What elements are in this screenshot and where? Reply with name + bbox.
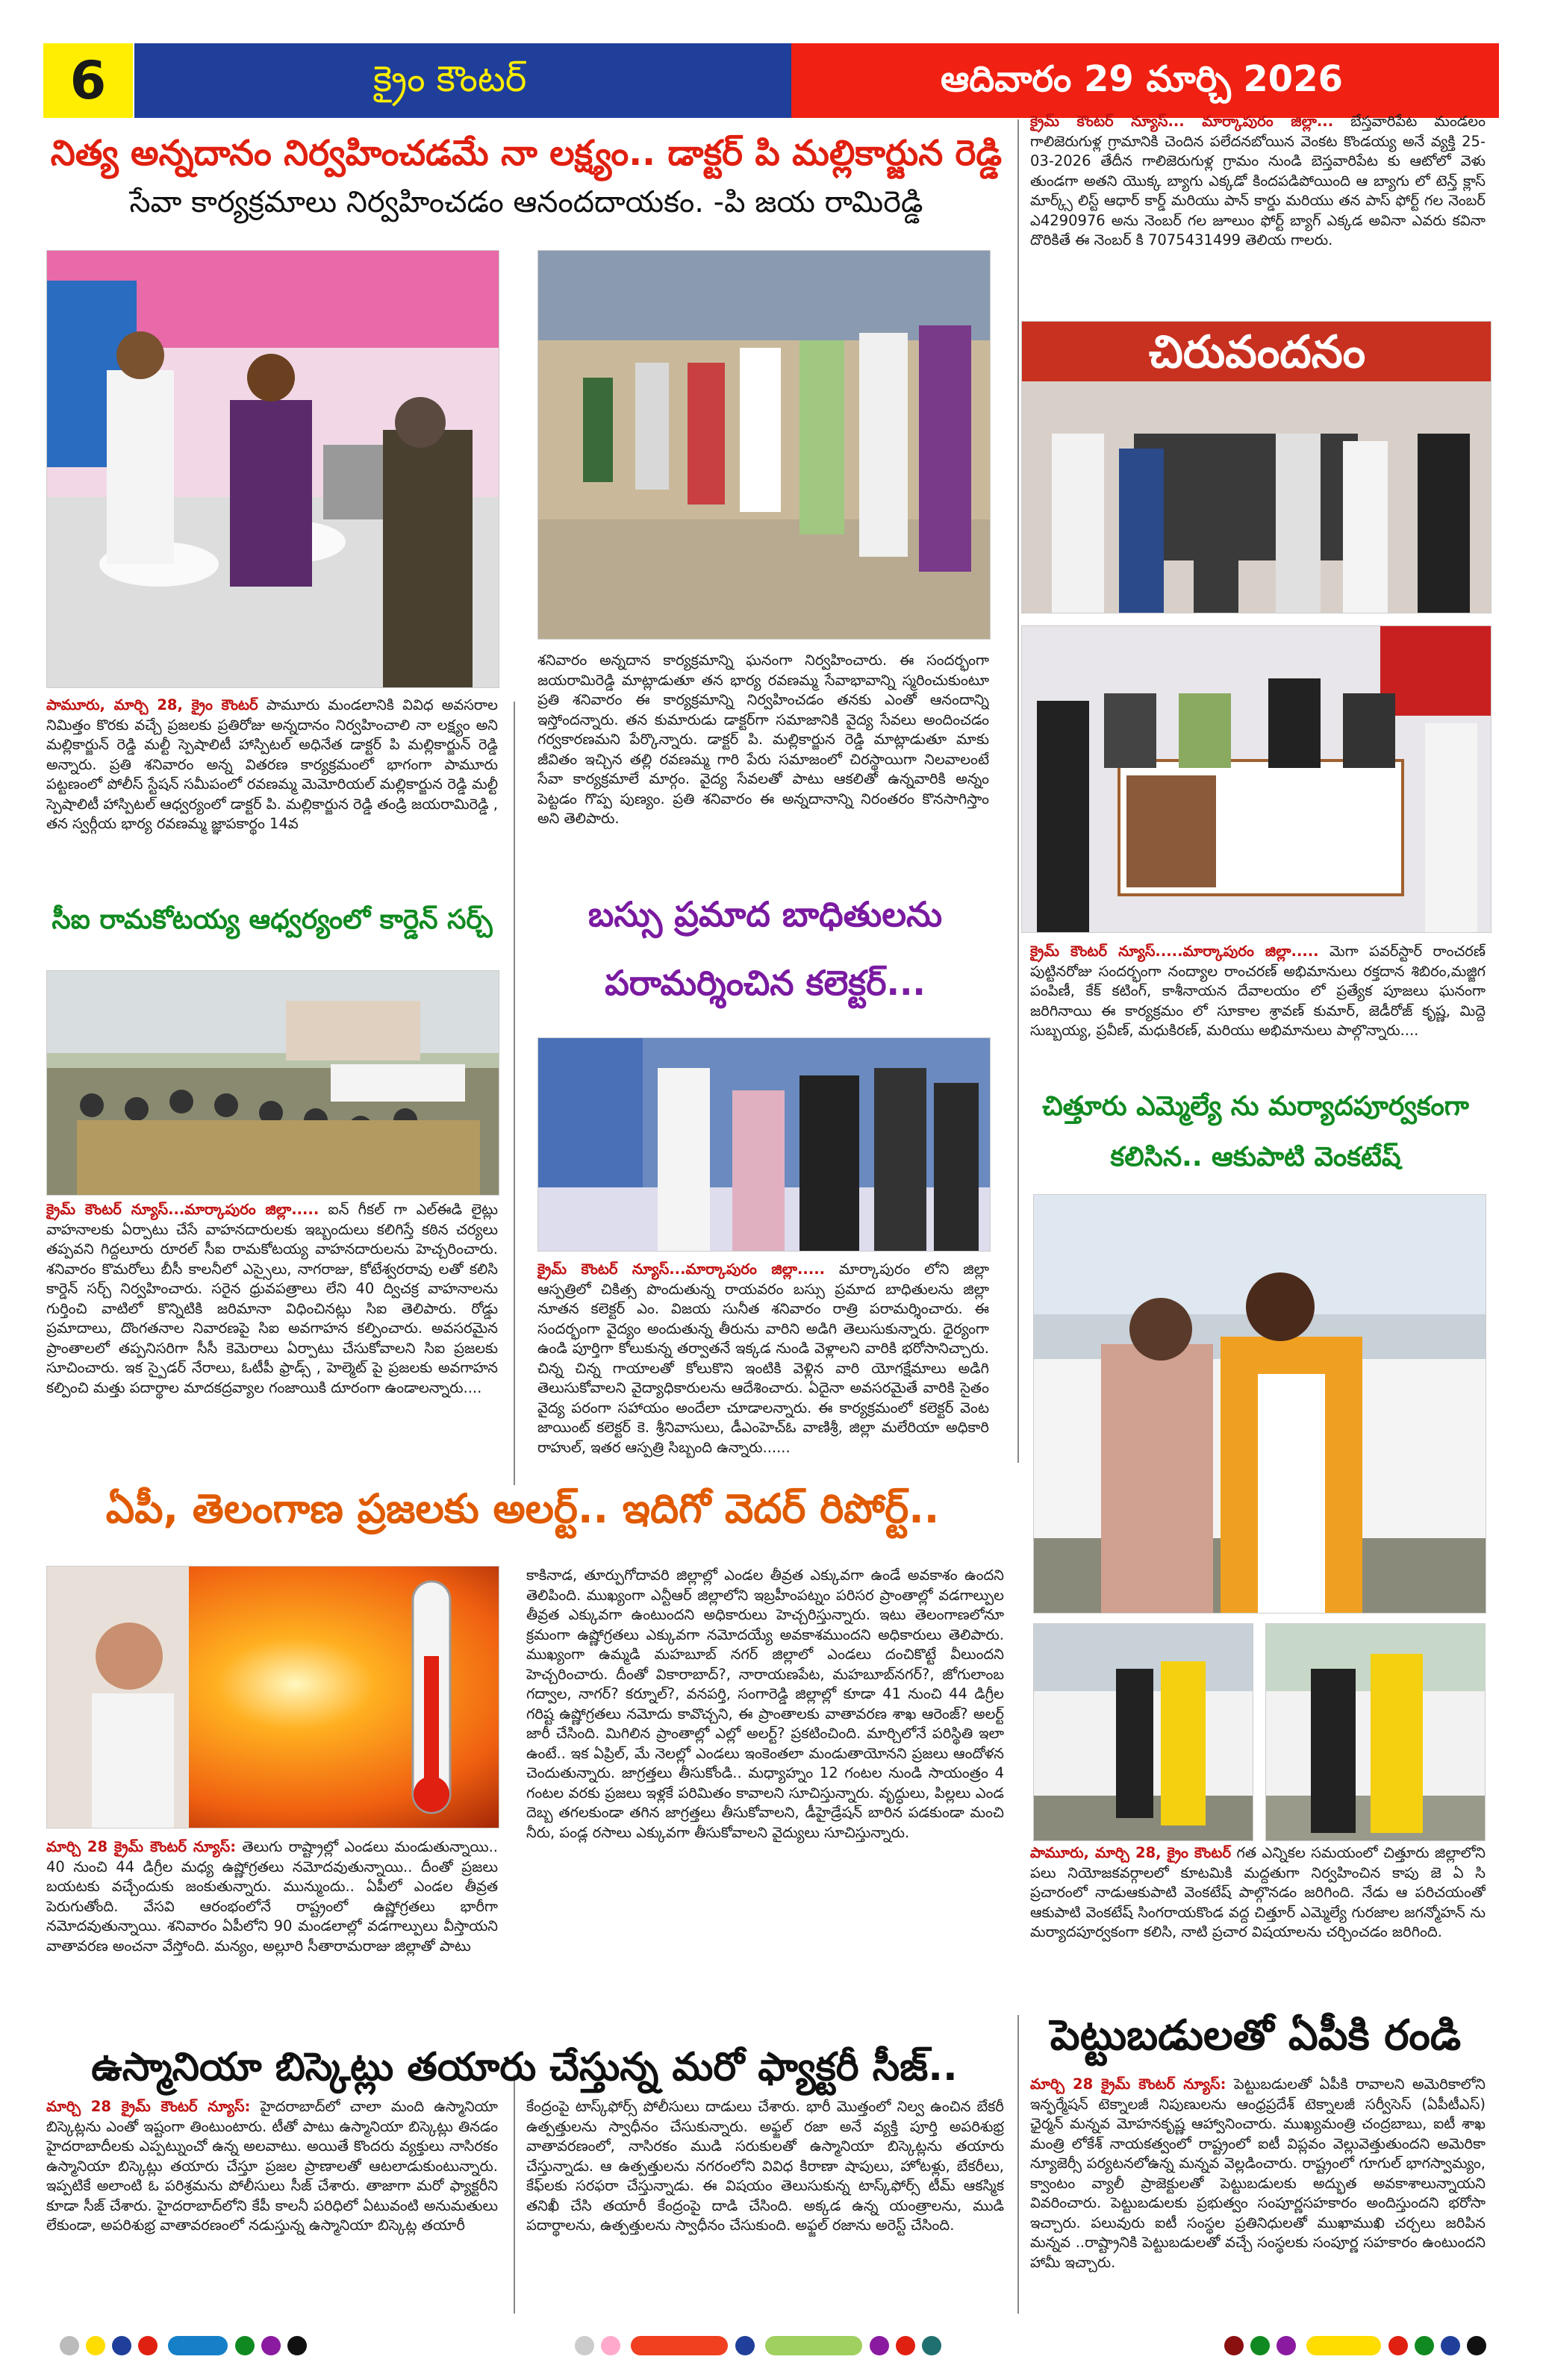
footer-dot [575, 2336, 594, 2355]
footer-dot [86, 2336, 105, 2355]
footer-dot [1415, 2336, 1434, 2355]
footer-bar [1306, 2336, 1381, 2355]
story1-dateline: పామూరు, మార్చి 28, క్రైం కౌంటర్ [46, 696, 258, 713]
footer-dot [1388, 2336, 1408, 2355]
story6-body [1030, 1843, 1486, 1993]
story3-text: మార్కాపురం లోని జిల్లా ఆస్పత్రిలో చికిత్స పొందుతున్న రాయవరం బస్సు ప్రమాద బాధితులను జిల్లా నూతన కలెక్టర్ ఎం. విజయ సునీత శనివారం రాత్రి పరామర్శించారు. ఈ సందర్భంగా వైద్యం అందుతున్న తీరును వారిని అడిగి తెలుసుకున్నారు. ధైర్యంగా ఉండి పూర్తిగా కోలుకున్న తర్వాతనే ఇక్కడ నుండి వెళ్లాలని వారికి భరోసానిచ్చారు. చిన్న చిన్న గాయాలతో కోలుకొని ఇంటికి వెళ్లిన వారి యోగక్షేమాలు అడిగి తెలుసుకోవాలని వైద్యాధికారులను ఆదేశించారు. ఏదైనా అవసరమైతే వారికి సైతం వైద్య పరంగా సహాయం అందేలా చూడాలన్నారు. ఈ కార్యక్రమంలో కలెక్టర్ వెంట జాయింట్ కలెక్టర్ కె. శ్రీనివాసులు, డీఎంహెచ్‌ఓ వాణిశ్రీ, జిల్లా మలేరియా అధికారి రాహుల్, ఇతర ఆస్పత్రి సిబ్బంది ఉన్నారు...... [537, 1261, 989, 1456]
footer-dot [922, 2336, 941, 2355]
footer-dot [261, 2336, 281, 2355]
footer-bar [765, 2336, 862, 2355]
story7-text-col1: తెలుగు రాష్ట్రాల్లో ఎండలు మండుతున్నాయి.. 40 నుంచి 44 డిగ్రీల మధ్య ఉష్ణోగ్రతలు నమోదవుతున్నాయి.. దీంతో ప్రజలు బయటకు వచ్చేందుకు జంకుతున్నారు. మున్ముందు.. ఏపీలో ఎండల తీవ్రత పెరుగుతోంది. వేసవి ఆరంభంలోనే రాష్ట్రంలో ఉష్ణోగ్రతలు భారీగా నమోదవుతున్నాయి. శనివారం ఏపీలోని 90 మండలాల్లో వడగాల్పులు వీస్తాయని వాతావరణ అంచనా వేస్తోంది. మన్యం, అల్లూరి సీతారామరాజు జిల్లాతో పాటు [46, 1838, 498, 1955]
annadanam-queue-photo [537, 250, 991, 640]
story3-headline-line1: బస్సు ప్రమాద బాధితులను [587, 894, 943, 934]
story7-body-col2: కాకినాడ, తూర్పుగోదావరి జిల్లాల్లో ఎండల తీవ్రత ఎక్కువగా ఉండే అవకాశం ఉందని తెలిపింది. ముఖ్యంగా ఎన్టీఆర్ జిల్లాలోని ఇబ్రహీంపట్నం పరిసర ప్రాంతాల్లో వడగాల్పుల తీవ్రత ఎక్కువగా ఉంటుందని అధికారులు హెచ్చరిస్తున్నారు. ఇటు తెలంగాణలోనూ క్రమంగా ఉష్ణోగ్రతలు ఎక్కువగా నమోదయ్యే అవకాశముందని అధికారులు తెలిపారు. ముఖ్యంగా ఉమ్మడి మహబూబ్ నగర్ జిల్లాలో ఎండలు దంచికొట్టే వీలుందని హెచ్చరించారు. దీంతో వికారాబాద్?, నారాయణపేట, మహబూబ్‌నగర్?, జోగులాంబ గద్వాల, నాగర్? కర్నూల్?, వనపర్తి, సంగారెడ్డి జిల్లాల్లో కూడా 41 నుంచి 44 డిగ్రీల గరిష్ట ఉష్ణోగ్రతలు నమోదు కావొచ్చని, ఈ ప్రాంతాలకు వాతావరణ శాఖ ఆరెంజ్? అలర్ట్ జారీ చేసింది. మిగిలిన ప్రాంతాల్లో ఎల్లో అలర్ట్? ప్రకటించింది. మార్చిలోనే పరిస్థితి ఇలా ఉంటే.. ఇక ఏప్రిల్, మే నెలల్లో ఎండలు ఇంకెంతలా మండుతాయోనని ప్రజలు ఆందోళన చెందుతున్నారు. జాగ్రత్తలు తీసుకోండి.. మధ్యాహ్నం 12 గంటల నుండి సాయంత్రం 4 గంటల వరకు ప్రజలు ఇళ్లకే పరిమితం కావాలని సూచిస్తున్నారు. వృద్ధులు, పిల్లలు ఎండ దెబ్బ తగలకుండా తగిన జాగ్రత్తలు తీసుకోవాలని, డీహైడ్రేషన్ బారిన పడకుండా మంచి నీరు, పండ్ల రసాలు ఎక్కువగా తీసుకోవాలని వైద్యులు సూచిస్తున్నారు. [526, 1567, 1004, 1841]
annadanam-photo-1 [46, 250, 499, 688]
story2-body [46, 1200, 498, 1476]
story4-body [1030, 112, 1486, 302]
story8-text-col1: హైదరాబాద్‌లో చాలా మంది ఉస్మానియా బిస్కెట్లను ఎంతో ఇష్టంగా తింటుంటారు. టీతో పాటు ఉస్మానియా బిస్కెట్లు తినడం హైదరాబాదీలకు ఎప్పట్నుంచో ఉన్న అలవాటు. అయితే కొందరు వ్యక్తులు నాసిరకం ఉస్మానియా బిస్కెట్లు తయారు చేస్తూ ప్రజల ప్రాణాలతో ఆటలాడుకుంటున్నారు. ఇప్పటికే అలాంటి ఓ పరిశ్రమను పోలీసులు సీజ్ చేశారు. తాజాగా మరో ఫ్యాక్టరీని కూడా సీజ్ చేశారు. హైదరాబాద్‌లోని కేపీ కాలనీ పరిధిలో ఏటువంటి అనుమతులు లేకుండా, అపరిశుభ్ర వాతావరణంలో నడుస్తున్న ఉస్మానియా బిస్కెట్ల తయారీ [46, 2098, 498, 2234]
story8-body-col2: కేంద్రంపై టాస్క్‌ఫోర్స్ పోలీసులు దాడులు చేశారు. భారీ మొత్తంలో నిల్వ ఉంచిన బేకరీ ఉత్పత్తులను స్వాధీనం చేసుకున్నారు. అఫ్జల్ రజా అనే వ్యక్తి పూర్తి అపరిశుభ్ర వాతావరణంలో, నాసిరకం ముడి సరుకులతో ఉస్మానియా బిస్కెట్లను తయారు చేస్తున్నాడు. ఆ ఉత్పత్తులను నగరంలోని వివిధ కిరాణా షాపులు, హోటళ్లు, బేకరీలు, కేఫ్‌లకు సరఫరా చేస్తున్నాడు. ఈ విషయం తెలుసుకున్న టాస్క్‌ఫోర్స్ టీమ్ ఆకస్మిక తనిఖీ చేసి తయారీ కేంద్రంపై దాడి చేసింది. అక్కడ ఉన్న యంత్రాలను, ముడి పదార్థాలను, ఉత్పత్తులను స్వాధీనం చేసుకుంది. అఫ్జల్ రజాను అరెస్ట్ చేసింది. [526, 2098, 1004, 2234]
story9-dateline: మార్చి 28 క్రైమ్ కౌంటర్ న్యూస్: [1030, 2076, 1226, 2093]
story5-body [1030, 942, 1486, 1069]
story9-headline: పెట్టుబడులతో ఏపీకి రండి [1050, 2011, 1462, 2060]
weather-heat-photo [46, 1566, 499, 1828]
story7-dateline: మార్చి 28 క్రైమ్ కౌంటర్ న్యూస్: [46, 1838, 237, 1855]
story6-dateline: పామూరు, మార్చి 28, క్రైం కౌంటర్ [1030, 1844, 1232, 1861]
story1-body-col1 [46, 696, 498, 875]
column-divider [514, 702, 515, 1485]
footer-dot [287, 2336, 307, 2355]
story4-text: బేస్తవారిపేట మండలం గాలిజెరుగుళ్ల గ్రామానికి చెందిన పలేదనబోయిన వెంకట కొండయ్య అనే వ్యక్తి 25-03-2026 తేదీన గాలిజెరుగుళ్ల గ్రామం నుండి బెస్తవారిపేట కు ఆటోలో వెళు తుండగా అతని యొక్క బ్యాగు ఎక్కడో కిందపడిపోయింది ఆ బ్యాగు లో టెన్త్ క్లాస్ మార్క్స్ లిస్ట్ ఆధార్ కార్డ్ మరియు పాన్ కార్డు మరియు తన పాస్ ఫోర్ట్ గల నెంబర్ ఎ4290976 అను నెంబర్ గల జూలుం ఫోర్ట్ బ్యాగ్ ఎక్కడ అవినా ఎవరు కవినా దొరికితే ఈ నెంబర్ కి 7075431499 తెలియ గాలరు. [1030, 113, 1486, 249]
footer-bar [631, 2336, 728, 2355]
footer-dot [896, 2336, 915, 2355]
story6-headline-line1: చిత్తూరు ఎమ్మెల్యే ను మర్యాదపూర్వకంగా [1042, 1091, 1469, 1122]
collector-hospital-photo [537, 1037, 991, 1252]
footer-dot [735, 2336, 755, 2355]
issue-date: ఆదివారం 29 మార్చి 2026 [941, 58, 1344, 100]
footer-dot [1467, 2336, 1486, 2355]
story6-text: గత ఎన్నికల సమయంలో చిత్తూరు జిల్లాలోని పలు నియోజకవర్గాలలో కూటమికి మద్దతుగా నిర్వహించిన కాపు జె ఏ సి ప్రచారంలో నాడుఆకుపాటి వెంకటేష్ పాల్గొనడం జరిగింది. నేడు ఆ పరిచయంతో ఆకుపాటి వెంకటేష్ సింగరాయకొండ వద్ద చిత్తూర్ ఎమ్మెల్యే గురజాల జగన్మోహన్ ను మర్యాదపూర్వకంగా కలిసి, నాటి ప్రచార విషయాలను చర్చించడం జరిగింది. [1030, 1844, 1486, 1940]
story4-dateline: క్రైమ్ కౌంటర్ న్యూస్... మార్కాపురం జిల్లా... [1030, 113, 1334, 130]
story9-text: పెట్టుబడులతో ఏపీకి రావాలని అమెరికాలోని ఇన్ఫర్మేషన్ టెక్నాలజీ నిపుణులను ఆంధ్రప్రదేశ్ టెక్నాలజీ సర్వీసెస్ (ఏపీటీఎస్) ఛైర్మన్ మన్నవ మోహనకృష్ణ ఆహ్వానించారు. ముఖ్యమంత్రి చంద్రబాబు, ఐటీ శాఖ మంత్రి లోకేశ్ నాయకత్వంలో రాష్ట్రంలో ఐటీ విప్లవం వెల్లువెత్తుతుందని అమెరికా న్యూజెర్సీ పర్యటనలోఉన్న మన్నవ వెల్లడించారు. రాష్ట్రంలో గూగుల్ భాగస్వామ్యం, క్వాంటం వ్యాలీ ప్రాజెక్టులతో పెట్టుబడులకు అద్భుత అవకాశాలున్నాయని వివరించారు. పెట్టుబడులకు ప్రభుత్వం సంపూర్ణసహకారం అందిస్తుందని భరోసా ఇచ్చారు. పలువురు ఐటీ సంస్థల ప్రతినిధులతో ముఖాముఖి చర్చలు జరిపిన మన్నవ ..రాష్ట్రానికి పెట్టుబడులతో వచ్చే సంస్థలకు సంపూర్ణ సహకారం ఉంటుందని హామీ ఇచ్చారు. [1030, 2076, 1486, 2271]
story7-headline: ఏపీ, తెలంగాణ ప్రజలకు అలర్ట్.. ఇదిగో వెదర్ రిపోర్ట్.. [105, 1485, 940, 1532]
story1-headline: నిత్య అన్నదానం నిర్వహించడమే నా లక్ష్యం.. డాక్టర్ పి మల్లికార్జున రెడ్డి [50, 133, 1003, 174]
footer-dot [1441, 2336, 1460, 2355]
mla-meeting-photo-main [1033, 1194, 1486, 1614]
masthead-title-bar [134, 43, 791, 118]
masthead-date-bar [791, 43, 1499, 118]
page-number: 6 [43, 43, 133, 118]
story3-dateline: క్రైమ్ కౌంటర్ న్యూస్...మార్కాపురం జిల్లా..... [537, 1261, 826, 1278]
footer-dot [601, 2336, 620, 2355]
column-divider [1017, 2015, 1019, 2314]
birthday-group-photo-2 [1021, 625, 1491, 933]
story1-text-col1: పామూరు మండలానికి వివిధ అవసరాల నిమిత్తం కొరకు వచ్చే ప్రజలకు ప్రతిరోజు అన్నదానం నిర్వహించాలి నా లక్ష్యం అని మల్లికార్జున్ రెడ్డి మల్టీ స్పెషాలిటీ హాస్పిటల్ అధినేత డాక్టర్ పి మల్లికార్జున్ రెడ్డి అన్నారు. ప్రతి శనివారం అన్న వితరణ కార్యక్రమంలో భాగంగా పామూరు పట్టణంలో పోలీస్ స్టేషన్ సమీపంలో రవణమ్మ మెమోరియల్ మల్లికార్జున రెడ్డి మల్టీ స్పెషాలిటీ హాస్పిటల్ ఆధ్వర్యంలో డాక్టర్ పి. మల్లికార్జున రెడ్డి తండ్రి జయరామిరెడ్డి , తన స్వర్గీయ భార్య రవణమ్మ జ్ఞాపకార్థం 14వ [46, 696, 498, 832]
paper-name: క్రైం కౌంటర్ [373, 58, 527, 100]
footer-dot [1277, 2336, 1296, 2355]
footer-dot [1250, 2336, 1270, 2355]
story5-dateline: క్రైమ్ కౌంటర్ న్యూస్.....మార్కాపురం జిల్లా..... [1030, 943, 1319, 960]
story2-dateline: క్రైమ్ కౌంటర్ న్యూస్...మార్కాపురం జిల్లా..... [46, 1201, 319, 1218]
footer-dot [138, 2336, 158, 2355]
story2-text: ఐన్ గీకల్ గా ఎల్‌ఈడి లైట్లు వాహనాలకు ఏర్పాటు చేసే వాహనదారులకు ఇబ్బందులు కలిగిస్తే కఠిన చర్యలు తప్పవని గిద్దలూరు రూరల్ సీఐ రామకోటయ్య వాహనదారులను హెచ్చరించారు. శనివారం కొమరోలు బీసీ కాలనీలో ఎస్సైలు, నాగరాజు, కోటేశ్వరరావు లతో కలిసి కార్డెన్ సర్చ్ నిర్వహించారు. సరైన ధ్రువపత్రాలు లేని 40 ద్విచక్ర వాహనాలను గుర్తించి వాటిలో కొన్నిటికి జరిమానా విధించినట్లు సిఐ తెలిపారు. రోడ్డు ప్రమాదాలు, దొంగతనాల నివారణపై సిఐ అవగాహన కల్పించారు. అవసరమైన ప్రాంతాలలో తప్పనిసరిగా సీసీ కెమెరాలు ఏర్పాటు చేసుకోవాలని సిఐ ప్రజలకు సూచించారు. ఇక స్పైడర్ నేరాలు, ఓటీపీ ఫ్రాడ్స్ , హెల్మెట్ పై ప్రజలకు అవగాహన కల్పించి మత్తు పదార్థాల మాదకద్రవ్యాల గంజాయికి దూరంగా ఉండాలన్నారు.... [46, 1201, 498, 1396]
banner-text: చిరువందనం [1148, 326, 1366, 378]
footer-dot [870, 2336, 889, 2355]
footer-dot [60, 2336, 79, 2355]
footer-bar [168, 2336, 228, 2355]
story6-headline-line2: కలిసిన.. ఆకుపాటి వెంకటేష్ [1110, 1142, 1401, 1172]
story8-dateline: మార్చి 28 క్రైమ్ కౌంటర్ న్యూస్: [46, 2098, 251, 2115]
footer-dot [112, 2336, 131, 2355]
footer-dot [1224, 2336, 1244, 2355]
story9-body [1030, 2075, 1486, 2321]
story3-headline-line2: పరామర్శించిన కలెక్టర్... [605, 963, 926, 1003]
story5-text: మెగా పవర్‌స్టార్ రాంచరణ్ పుట్టినరోజు సందర్భంగా నంద్యాల రాంచరణ్ అభిమానులు రక్తదాన శిబిరం,మజ్జిగ పంపిణీ, కేక్ కటింగ్, కాశీనాయన దేవాలయం లో ప్రత్యేక పూజలు ఘనంగా జరిగినాయి ఈ కార్యక్రమం లో సూకాల శ్రావణ్ కుమార్, జెడీరోజ్ కృష్ణ, మిద్దె సుబ్బయ్య, ప్రవీణ్, మధుకిరణ్, మరియు అభిమానులు పాల్గొన్నారు.... [1030, 943, 1486, 1039]
mla-meeting-photo-3 [1265, 1623, 1486, 1841]
story8-headline: ఉస్మానియా బిస్కెట్లు తయారు చేస్తున్న మరో ఫ్యాక్టరీ సీజ్.. [91, 2045, 958, 2090]
column-divider [1017, 119, 1019, 1463]
footer-dot [235, 2336, 255, 2355]
story1-body-col2: శనివారం అన్నదాన కార్యక్రమాన్ని ఘనంగా నిర్వహించారు. ఈ సందర్భంగా జయరామిరెడ్డి మాట్లాడుతూ తన భార్య రవణమ్మ సేవాభావాన్ని స్మరించుకుంటూ ప్రతి శనివారం ఈ కార్యక్రమాన్ని నిర్వహించడం తనకు ఎంతో ఆనందాన్ని ఇస్తోందన్నారు. తన కుమారుడు డాక్టర్‌గా సమాజానికి వైద్య సేవలు అందించడం గర్వకారణమని పేర్కొన్నారు. డాక్టర్ పి. మల్లికార్జున రెడ్డి మాట్లాడుతూ మాకు జీవితం ఇచ్చిన తల్లి రవణమ్మ గారి పేరు సమాజంలో చిరస్థాయిగా నిలవాలంటే సేవా కార్యక్రమాలే మార్గం. వైద్య సేవలతో పాటు ఆకలితో ఉన్నవారికి అన్నం పెట్టడం గొప్ప పుణ్యం. ప్రతి శనివారం ఈ అన్నదానాన్ని నిరంతరం కొనసాగిస్తాం అని తెలిపారు. [537, 652, 989, 827]
story8-body-col1 [46, 2097, 498, 2321]
story1-subheadline: సేవా కార్యక్రమాలు నిర్వహించడం ఆనందదాయకం. -పి జయ రామిరెడ్డి [129, 185, 923, 219]
carden-search-photo [46, 970, 499, 1196]
mla-meeting-photo-2 [1033, 1623, 1253, 1841]
story2-headline: సీఐ రామకోటయ్య ఆధ్వర్యంలో కార్డెన్ సర్చ్ [52, 905, 493, 935]
birthday-group-photo-1 [1021, 321, 1491, 613]
story7-body-col1 [46, 1837, 498, 2035]
column-divider [514, 2075, 515, 2314]
story3-body [537, 1260, 989, 1476]
